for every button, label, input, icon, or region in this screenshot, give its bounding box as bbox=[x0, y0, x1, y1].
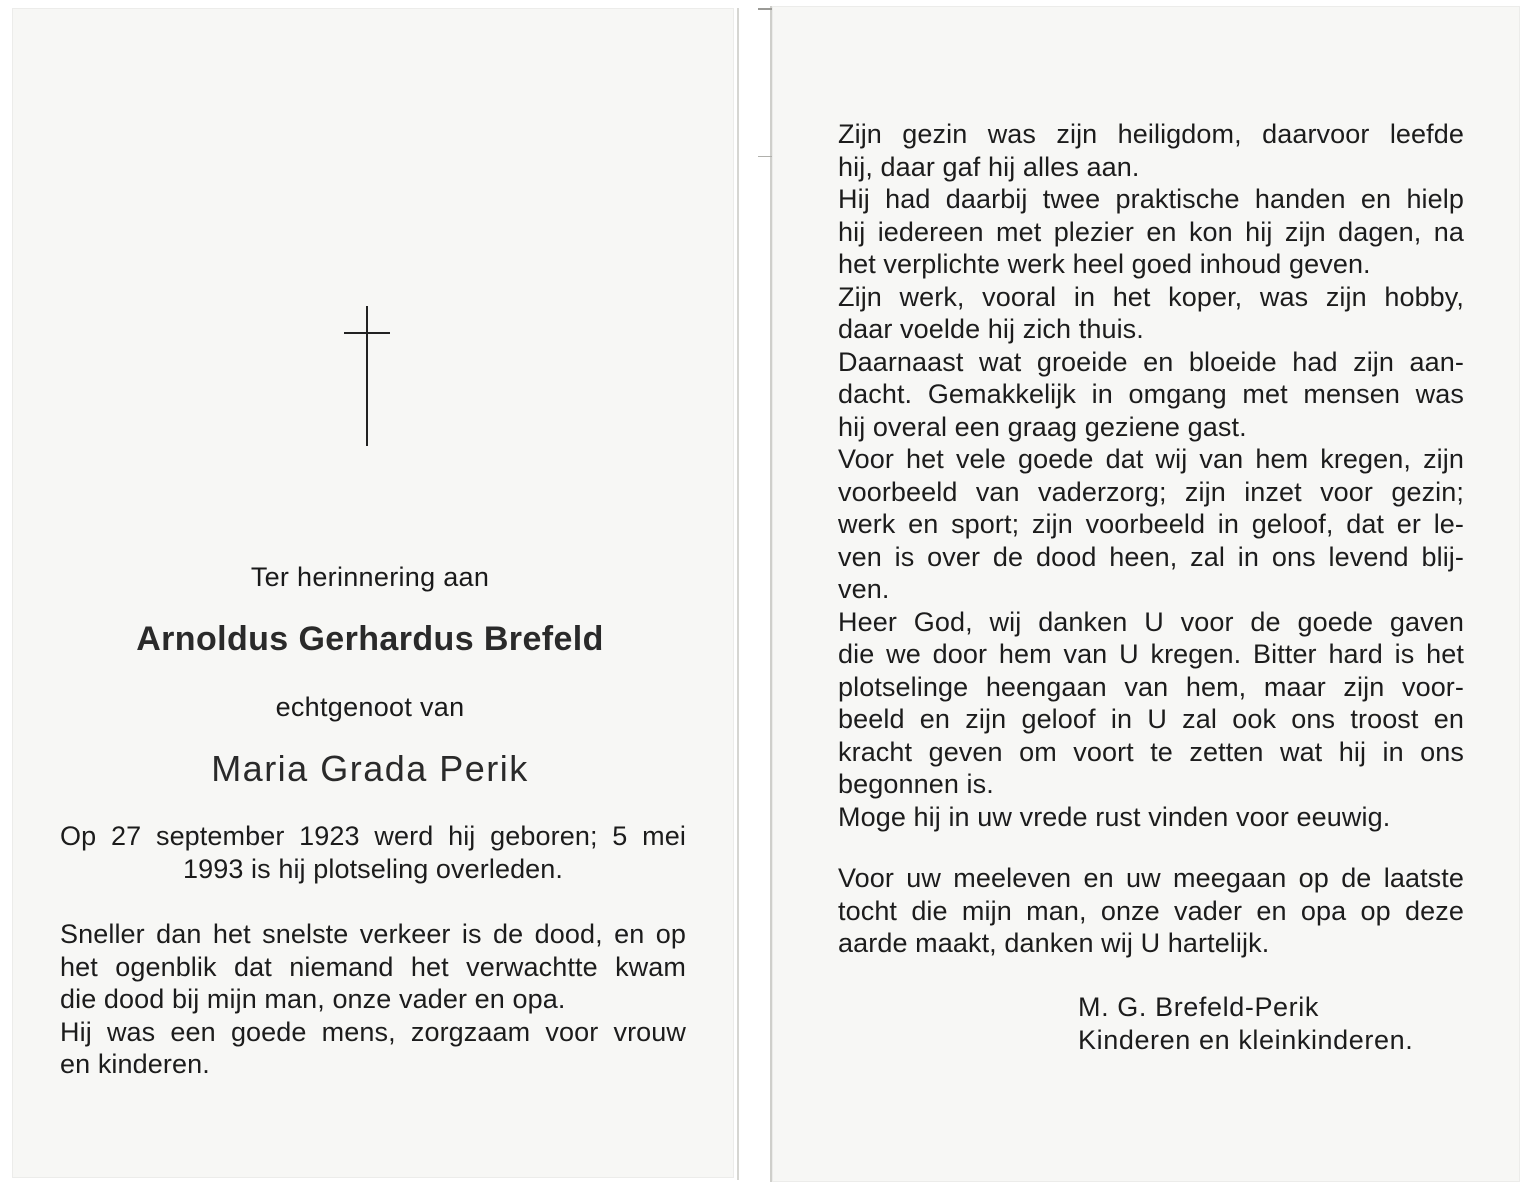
deceased-name: Arnoldus Gerhardus Brefeld bbox=[136, 620, 604, 658]
text-line: Heer God, wij danken U voor de goede gaven bbox=[838, 606, 1464, 637]
birth-death-dates bbox=[60, 820, 686, 885]
spouse-intro: echtgenoot van bbox=[275, 692, 465, 722]
text-line: Hij was een goede mens, zorgzaam voor vrouw bbox=[60, 1016, 686, 1047]
text-line: Voor uw meeleven en uw meegaan op de laatste bbox=[838, 863, 1464, 893]
signature-name: M. G. Brefeld-Perik bbox=[1078, 992, 1319, 1022]
text-line: Op 27 september 1923 werd hij geboren; 5 mei bbox=[60, 821, 686, 851]
spouse-name: Maria Grada Perik bbox=[211, 748, 529, 789]
text-line: hij overal een graag geziene gast. bbox=[838, 411, 1247, 442]
text-line: plotselinge heengaan van hem, maar zijn voor- bbox=[838, 671, 1464, 702]
text-line: Zijn gezin was zijn heiligdom, daarvoor leefde bbox=[838, 119, 1464, 149]
text-line: Hij had daarbij twee praktische handen en hielp bbox=[838, 184, 1464, 214]
verse-paragraph bbox=[60, 918, 686, 1081]
thanks-paragraph bbox=[838, 862, 1464, 960]
memorial-text bbox=[838, 118, 1464, 833]
text-line: Sneller dan het snelste verkeer is de dood, en op bbox=[60, 919, 686, 949]
text-line: beeld en zijn geloof in U zal ook ons troost en bbox=[838, 704, 1464, 734]
text-line: ven. bbox=[838, 574, 890, 604]
text-line: Zijn werk, vooral in het koper, was zijn hobby, bbox=[838, 281, 1464, 312]
text-line: werk en sport; zijn voorbeeld in geloof, dat er le- bbox=[838, 509, 1464, 539]
text-line: tocht die mijn man, onze vader en opa op deze bbox=[838, 895, 1464, 926]
text-line: aarde maakt, danken wij U hartelijk. bbox=[838, 928, 1270, 958]
text-line: voorbeeld van vaderzorg; zijn inzet voor gezin; bbox=[838, 476, 1464, 507]
text-line: dacht. Gemakkelijk in omgang met mensen was bbox=[838, 379, 1464, 409]
text-line: 1993 is hij plotseling overleden. bbox=[182, 853, 564, 884]
signature-block bbox=[1078, 991, 1498, 1056]
memorial-intro: Ter herinnering aan bbox=[250, 562, 490, 592]
text-line: het ogenblik dat niemand het verwachtte kwam bbox=[60, 951, 686, 982]
text-line: hij iedereen met plezier en kon hij zijn dagen, na bbox=[838, 216, 1464, 247]
text-line: Daarnaast wat groeide en bloeide had zijn aan- bbox=[838, 346, 1464, 377]
text-line: Moge hij in uw vrede rust vinden voor eeuwig. bbox=[838, 801, 1391, 832]
fold-edge bbox=[737, 8, 739, 1180]
text-line: die we door hem van U kregen. Bitter hard is het bbox=[838, 639, 1464, 669]
text-line: hij, daar gaf hij alles aan. bbox=[838, 151, 1140, 182]
text-line: die dood bij mijn man, onze vader en opa. bbox=[60, 984, 566, 1014]
text-line: begonnen is. bbox=[838, 769, 994, 799]
cross-icon bbox=[344, 306, 390, 446]
cross-horizontal-bar bbox=[344, 332, 390, 334]
cross-vertical-bar bbox=[366, 306, 368, 446]
text-line: daar voelde hij zich thuis. bbox=[838, 314, 1144, 344]
text-line: kracht geven om voort te zetten wat hij in ons bbox=[838, 736, 1464, 767]
text-line: Voor het vele goede dat wij van hem kregen, zijn bbox=[838, 444, 1464, 474]
text-line: ven is over de dood heen, zal in ons levend blij- bbox=[838, 541, 1464, 572]
text-line: en kinderen. bbox=[60, 1049, 210, 1079]
text-line: het verplichte werk heel goed inhoud geven. bbox=[838, 249, 1371, 279]
signature-family: Kinderen en kleinkinderen. bbox=[1078, 1024, 1414, 1055]
